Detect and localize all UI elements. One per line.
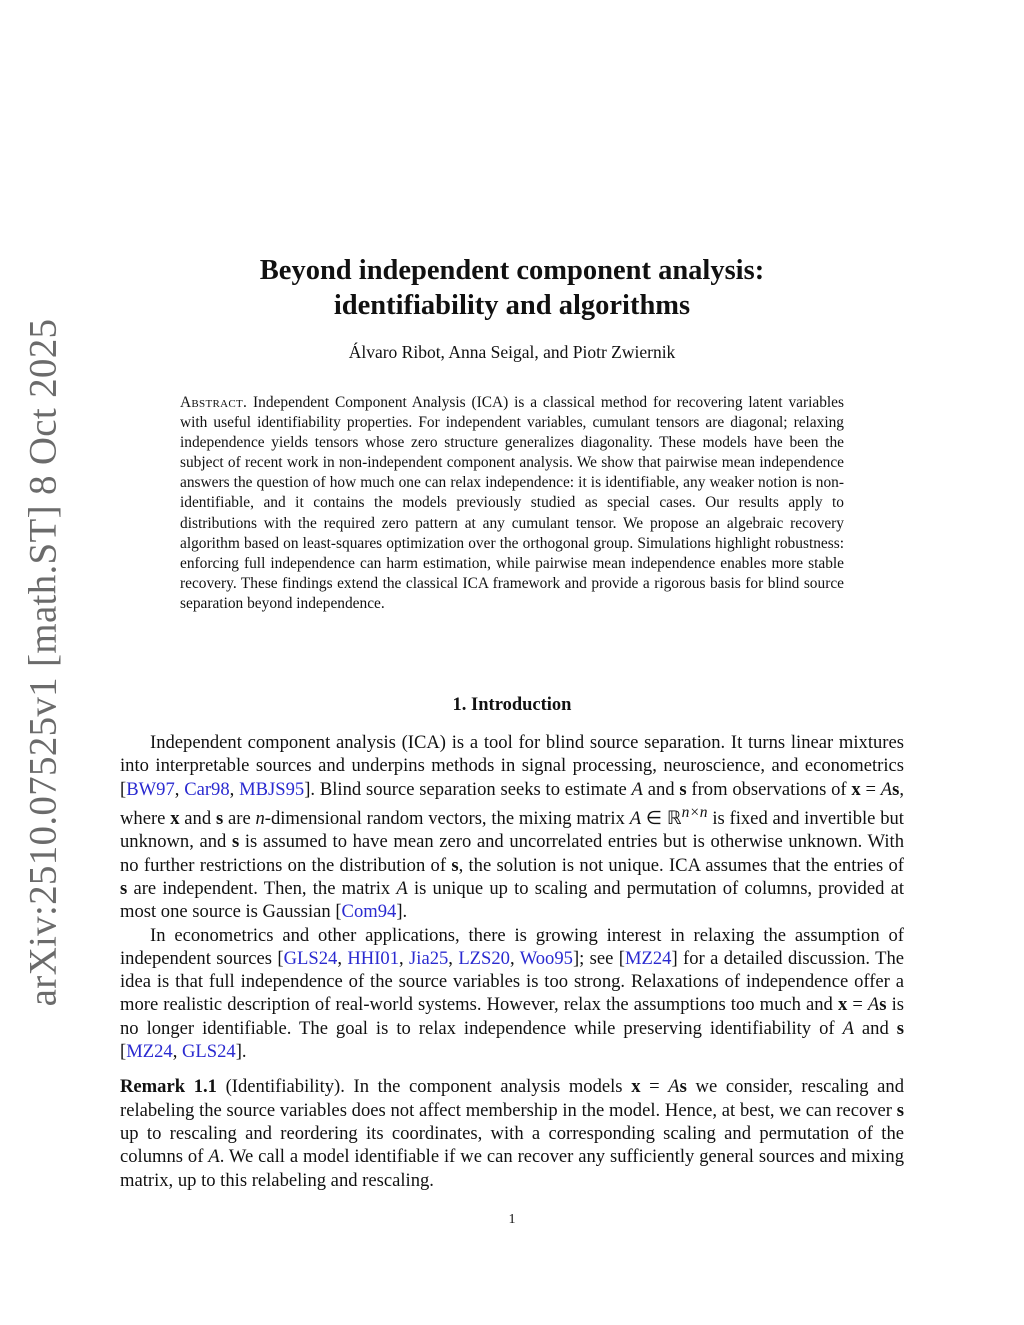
remark-name: (Identifiability).: [216, 1076, 345, 1098]
text-run: ,: [174, 778, 185, 800]
text-run: is fixed and invertible but unknown, and: [120, 808, 904, 853]
text-run: , the solution is not unique. ICA assumes that the entries of: [458, 854, 904, 876]
text-run: ]; see [: [572, 947, 625, 969]
text-run: is no longer identifiable. The goal is to relax independence while preserving identifiability of: [120, 994, 904, 1039]
citation-link-gls24[interactable]: GLS24: [181, 1041, 236, 1063]
math-symbol: s: [679, 778, 687, 800]
text-run: ,: [399, 947, 410, 969]
citation-link-mz24[interactable]: MZ24: [624, 947, 672, 969]
math-symbol: A: [668, 1076, 680, 1098]
citation-link-bw97[interactable]: BW97: [126, 778, 175, 800]
text-run: ]. Blind source separation seeks to estimate: [304, 778, 632, 800]
text-run: ,: [337, 947, 348, 969]
abstract: [180, 393, 844, 614]
math-symbol: A: [631, 778, 643, 800]
text-run: up to rescaling and reordering its coordinates, with a corresponding scaling and permutation of the columns of: [120, 1122, 904, 1168]
math-symbol: x: [851, 778, 861, 800]
introduction-body: [120, 731, 904, 1192]
page-number: 1: [508, 1212, 516, 1227]
text-run: ∈ ℝ: [641, 808, 682, 830]
paper-title-line-1: Beyond independent component analysis:: [259, 255, 765, 286]
math-symbol: s: [679, 1076, 687, 1098]
citation-link-lzs20[interactable]: LZS20: [458, 947, 510, 969]
text-run: =: [847, 994, 868, 1016]
citation-link-gls24[interactable]: GLS24: [283, 947, 338, 969]
text-run: -dimensional random vectors, the mixing matrix: [264, 808, 630, 830]
citation-link-hhi01[interactable]: HHI01: [347, 947, 400, 969]
math-symbol: n: [255, 808, 265, 830]
text-run: Independent component analysis (ICA) is a tool for blind source separation. It turns linear mixtures into interpretable sources and underpins methods in signal processing, neuroscience, and econometrics [: [120, 732, 904, 800]
section-heading-introduction: [120, 695, 904, 716]
text-run: and: [853, 1017, 897, 1039]
citation-link-jia25[interactable]: Jia25: [409, 947, 449, 969]
paper-title: [120, 253, 904, 323]
math-symbol: A: [842, 1017, 854, 1039]
text-run: ,: [229, 778, 240, 800]
text-run: from observations of: [686, 778, 852, 800]
text-run: ,: [448, 947, 459, 969]
text-run: we consider, rescaling and relabeling the source variables does not affect membership in the model. Hence, at best, we can recover: [120, 1076, 904, 1121]
text-run: In the component analysis models: [344, 1076, 632, 1098]
text-run: In econometrics and other applications, there is growing interest in relaxing the assumption of independent sources [: [120, 924, 904, 969]
math-symbol: A: [880, 778, 893, 800]
math-symbol: s: [215, 808, 224, 830]
math-symbol: x: [631, 1076, 641, 1098]
citation-link-mbjs95[interactable]: MBJS95: [239, 778, 305, 800]
author-list: Álvaro Ribot, Anna Seigal, and Piotr Zwiernik: [348, 342, 676, 362]
text-run: =: [860, 778, 881, 800]
text-run: =: [640, 1076, 669, 1098]
citation-link-woo95[interactable]: Woo95: [519, 947, 573, 969]
math-symbol: s: [896, 1099, 904, 1121]
text-run: ] for a detailed discussion. The idea is that full independence of the source variables is too strong. Relaxations of independence offer a more realistic description of real-world systems. However, relax the assumptions too much and: [120, 947, 905, 1016]
arxiv-identifier-stamp: [12, 318, 74, 1006]
text-run: ].: [235, 1041, 247, 1063]
section-title: Introduction: [471, 695, 572, 715]
text-run: and: [642, 778, 680, 800]
remark-1-1: [120, 1075, 904, 1191]
math-symbol: A: [396, 877, 408, 899]
remark-label: Remark 1.1: [120, 1076, 217, 1098]
paper-title-line-2: identifiability and algorithms: [333, 290, 691, 321]
text-run: , where: [120, 778, 905, 830]
text-run: are: [223, 808, 256, 830]
section-number: 1.: [452, 695, 467, 715]
paragraph-2: [120, 924, 904, 1064]
text-run: is assumed to have mean zero and uncorrelated entries but is otherwise unknown. With no further restrictions on the distribution of: [120, 831, 904, 876]
math-symbol: s: [451, 854, 459, 876]
text-run: is unique up to scaling and permutation of columns, provided at most one source is Gaussian [: [120, 877, 904, 923]
math-symbol: s: [879, 994, 887, 1016]
math-symbol: s: [231, 831, 240, 853]
math-symbol: s: [120, 877, 128, 899]
paragraph-1: [120, 731, 904, 924]
text-run: and: [179, 808, 216, 830]
text-run: ,: [172, 1041, 182, 1063]
arxiv-identifier-text: arXiv:2510.07525v1 [math.ST] 8 Oct 2025: [21, 318, 65, 1006]
citation-link-mz24[interactable]: MZ24: [126, 1041, 173, 1063]
math-symbol: A: [867, 994, 880, 1016]
math-symbol: s: [896, 1017, 904, 1039]
text-run: ].: [396, 901, 408, 923]
citation-link-com94[interactable]: Com94: [341, 901, 397, 923]
math-superscript: n×n: [681, 803, 708, 821]
text-run: [: [120, 1041, 127, 1063]
abstract-label: Abstract.: [180, 394, 248, 411]
citation-link-car98[interactable]: Car98: [184, 778, 230, 800]
math-symbol: A: [629, 808, 642, 830]
math-symbol: A: [208, 1146, 220, 1168]
abstract-text: Independent Component Analysis (ICA) is a classical method for recovering latent variables with useful identifiability properties. For independent variables, cumulant tensors are diagonal; relaxing independence yields tensors whose zero structure generalizes diagonality. These models have been the subject of recent work in non-independent component analysis. We show that pairwise mean independence answers the question of how much one can relax independence: it is identifiable, any weaker notion is non-identifiable, and it contains the models previously studied as special cases. Our results apply to distributions with the required zero pattern at any cumulant tensor. We propose an algebraic recovery algorithm based on least-squares optimization over the orthogonal group. Simulations highlight robustness: enforcing full independence can harm estimation, while pairwise mean independence enables more stable recovery. These findings extend the classical ICA framework and provide a rigorous basis for blind source separation beyond independence.: [180, 394, 844, 612]
math-symbol: x: [170, 808, 180, 830]
math-symbol: s: [892, 778, 900, 800]
text-run: are independent. Then, the matrix: [127, 877, 397, 899]
text-run: ,: [509, 947, 520, 969]
math-symbol: x: [837, 994, 848, 1016]
text-run: . We call a model identifiable if we can recover any sufficiently general sources and mixing matrix, up to this relabeling and rescaling.: [120, 1146, 904, 1191]
